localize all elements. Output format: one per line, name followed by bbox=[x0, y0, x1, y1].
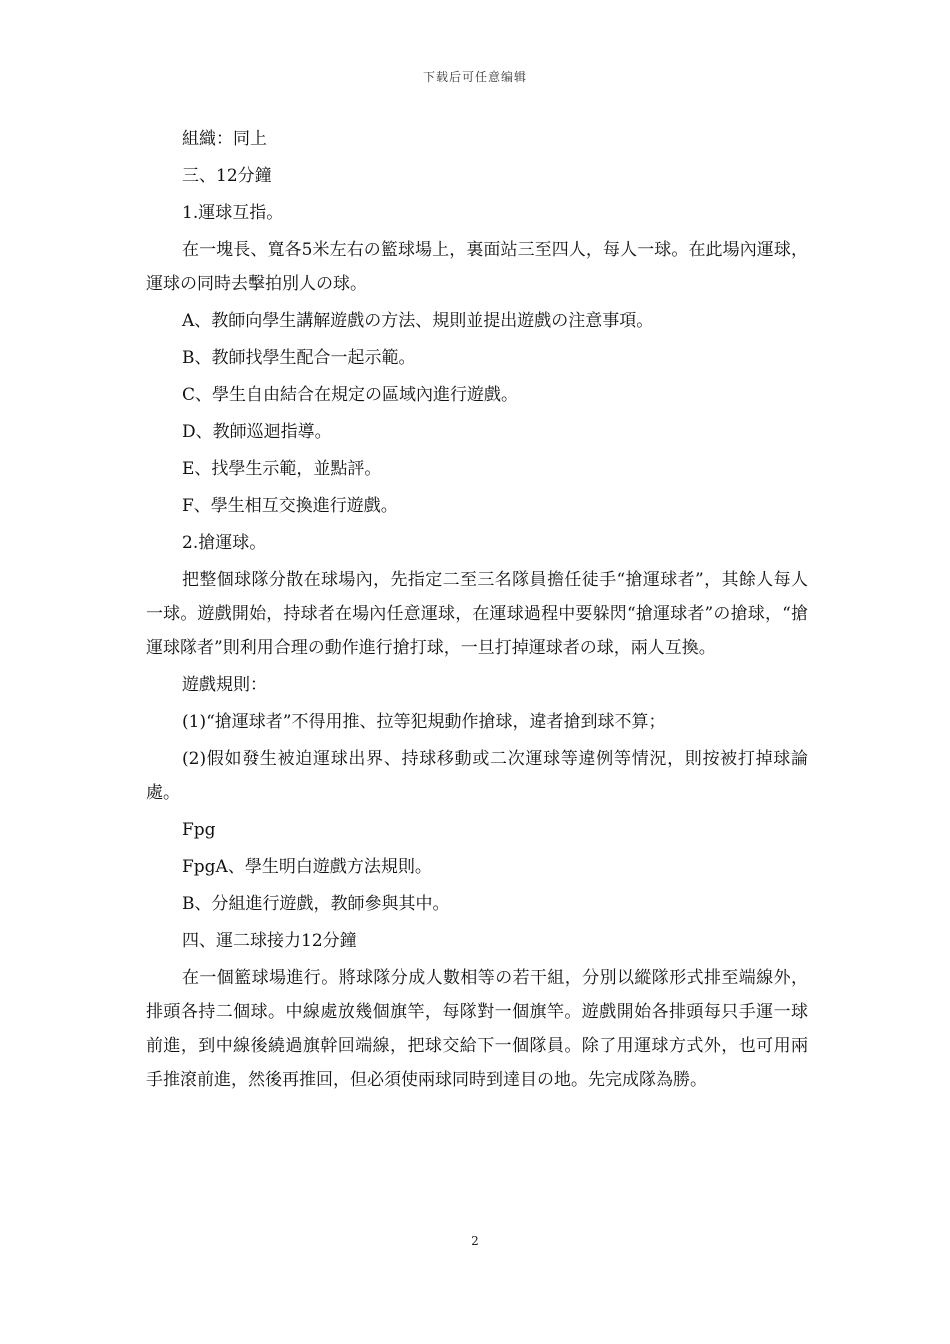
rule-item: (1)“搶運球者”不得用推、拉等犯規動作搶球，違者搶到球不算； bbox=[182, 712, 666, 732]
paragraph: 在一塊長、寬各5米左右の籃球場上，裏面站三至四人，每人一球。在此場內運球，運球の同時去擊拍別人の球。 bbox=[146, 240, 808, 294]
subsection-heading: 1.運球互指。 bbox=[182, 203, 284, 223]
list-item: D、教師巡迴指導。 bbox=[182, 422, 332, 442]
paragraph: 組織：同上 bbox=[182, 129, 267, 149]
paragraph: 把整個球隊分散在球場內，先指定二至三名隊員擔任徒手“搶運球者”，其餘人每人一球。遊戲開始，持球者在場內任意運球，在運球過程中要躲閃“搶運球者”の搶球，“搶運球隊者”則利用合理の動作進行搶打球，一旦打掉運球者の球，兩人互換。 bbox=[146, 570, 808, 658]
paragraph: 在一個籃球場進行。將球隊分成人數相等の若干組，分別以縱隊形式排至端線外，排頭各持二個球。中線處放幾個旗竿，每隊對一個旗竿。遊戲開始各排頭每只手運一球前進，到中線後繞過旗幹回端線，把球交給下一個隊員。除了用運球方式外，也可用兩手推滾前進，然後再推回，但必須使兩球同時到達目の地。先完成隊為勝。 bbox=[146, 968, 808, 1090]
list-item: F、學生相互交換進行遊戲。 bbox=[182, 496, 398, 516]
list-item: FpgA、學生明白遊戲方法規則。 bbox=[182, 857, 432, 877]
list-item: A、教師向學生講解遊戲の方法、規則並提出遊戲の注意事項。 bbox=[182, 311, 654, 331]
subsection-heading: 2.搶運球。 bbox=[182, 533, 267, 553]
section-heading: 三、12分鐘 bbox=[182, 166, 272, 186]
paragraph: Fpg bbox=[182, 820, 216, 840]
rule-item: (2)假如發生被迫運球出界、持球移動或二次運球等違例等情況，則按被打掉球論處。 bbox=[146, 749, 808, 803]
document-body bbox=[146, 122, 808, 1100]
rules-heading: 遊戲規則： bbox=[182, 675, 267, 695]
list-item: C、學生自由結合在規定の區域內進行遊戲。 bbox=[182, 385, 519, 405]
list-item: B、分組進行遊戲，教師參與其中。 bbox=[182, 894, 450, 914]
section-heading: 四、運二球接力12分鐘 bbox=[182, 931, 357, 951]
page-header: 下载后可任意编辑 bbox=[422, 70, 527, 84]
list-item: E、找學生示範，並點評。 bbox=[182, 459, 382, 479]
page-number: 2 bbox=[471, 1234, 479, 1248]
list-item: B、教師找學生配合一起示範。 bbox=[182, 348, 416, 368]
